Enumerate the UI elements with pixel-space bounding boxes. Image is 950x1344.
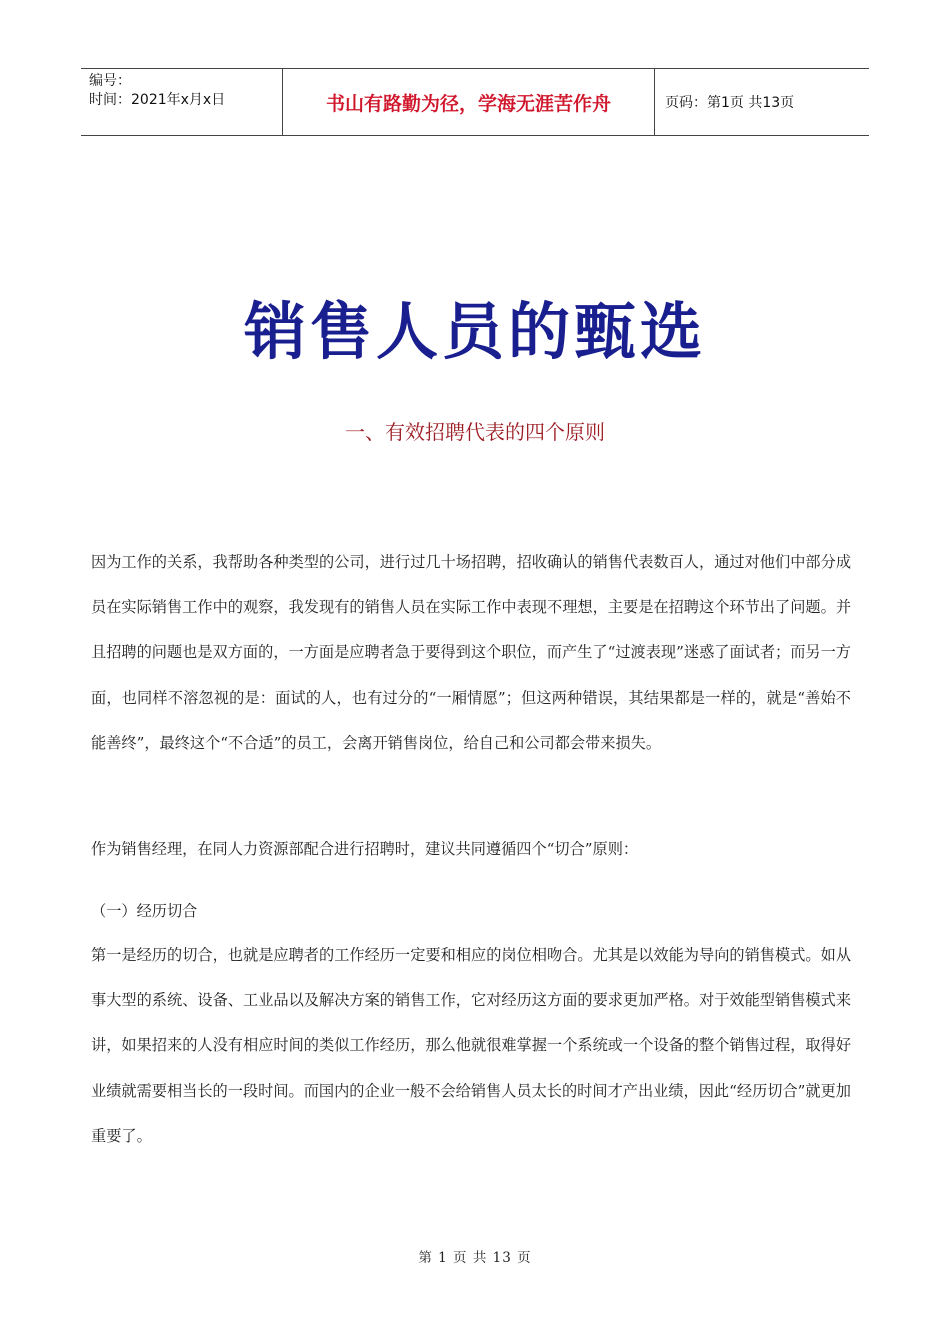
- subheading-experience: [91, 889, 851, 934]
- section-heading: 一、有效招聘代表的四个原则: [345, 420, 605, 444]
- document-title: 销售人员的甄选: [243, 295, 706, 368]
- number-label: 编号：: [89, 73, 131, 89]
- paragraph: 因为工作的关系，我帮助各种类型的公司，进行过几十场招聘，招收确认的销售代表数百人，通过对他们中部分成员在实际销售工作中的观察，我发现有的销售人员在实际工作中表现不理想，主要是在招聘这个环节出了问题。并且招聘的问题也是双方面的，一方面是应聘者急于要得到这个职位，而产生了“过渡表现”迷惑了面试者；而另一方面，也同样不溶忽视的是：面试的人，也有过分的“一厢情愿”；但这两种错误，其结果都是一样的，就是“善始不能善终”，最终这个“不合适”的员工，会离开销售岗位，给自己和公司都会带来损失。: [91, 553, 851, 752]
- page-footer: 第 1 页 共 13 页: [418, 1250, 532, 1266]
- page-header: [81, 68, 869, 136]
- time-label: 时间：2021年x月x日: [89, 92, 226, 108]
- subheading: （一）经历切合: [91, 902, 198, 920]
- paragraph-experience: [91, 933, 851, 1159]
- header-motto: 书山有路勤为径，学海无涯苦作舟: [282, 69, 655, 135]
- paragraph-principles: [91, 827, 851, 872]
- paragraph: 第一是经历的切合，也就是应聘者的工作经历一定要和相应的岗位相吻合。尤其是以效能为导向的销售模式。如从事大型的系统、设备、工业品以及解决方案的销售工作，它对经历这方面的要求更加严格。对于效能型销售模式来讲，如果招来的人没有相应时间的类似工作经历，那么他就很难掌握一个系统或一个设备的整个销售过程，取得好业绩就需要相当长的一段时间。而国内的企业一般不会给销售人员太长的时间才产出业绩，因此“经历切合”就更加重要了。: [91, 946, 851, 1145]
- paragraph-intro: [91, 540, 851, 766]
- header-page-info: 页码：第1页 共13页: [665, 95, 795, 111]
- paragraph: 作为销售经理，在同人力资源部配合进行招聘时，建议共同遵循四个“切合”原则：: [91, 840, 639, 858]
- header-meta: [81, 69, 282, 135]
